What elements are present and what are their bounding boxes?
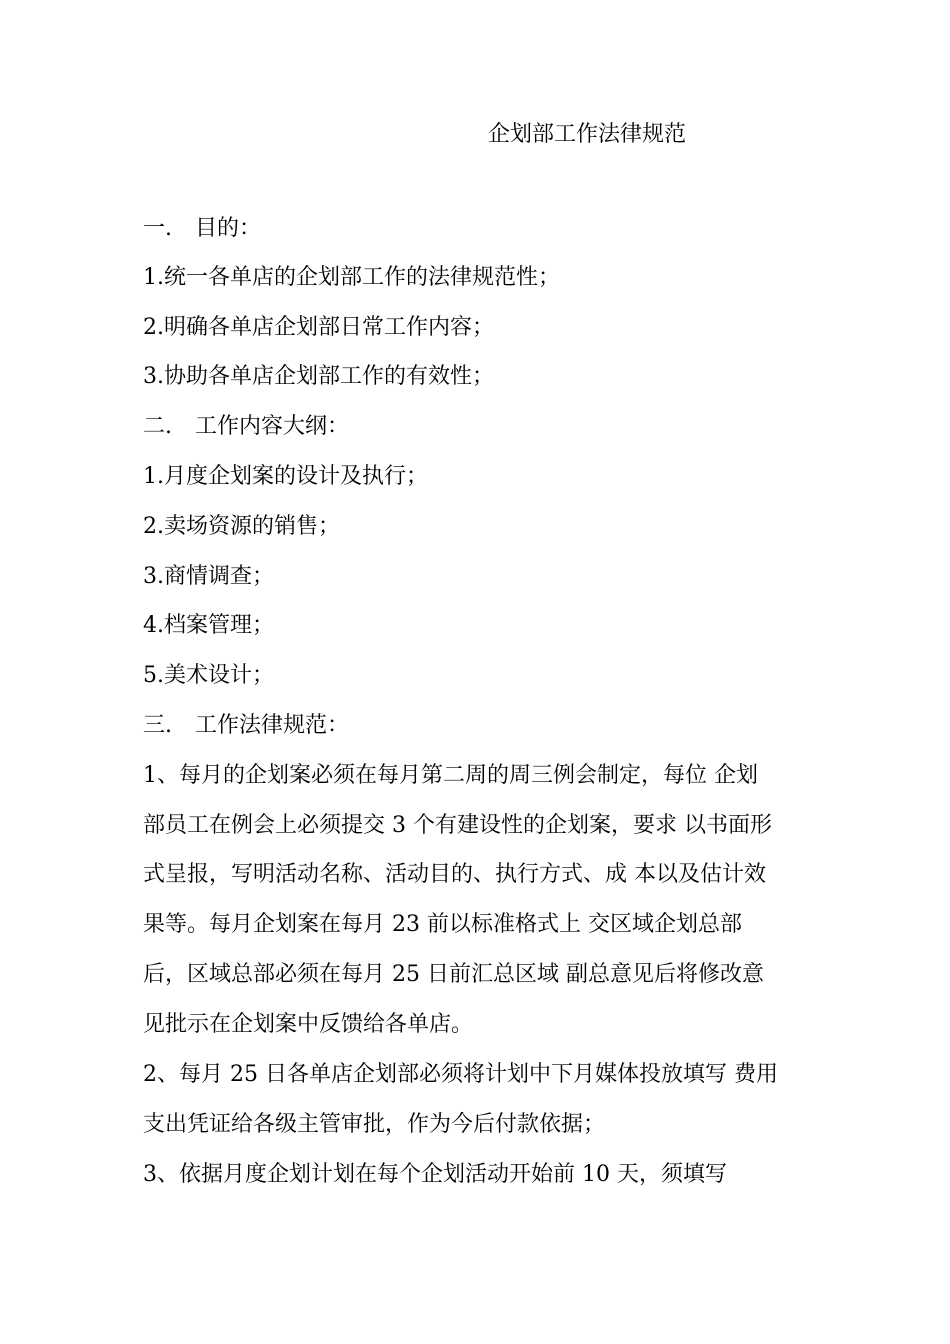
section-heading-text: 目的： bbox=[195, 216, 262, 241]
list-item: 3.协助各单店企划部工作的有效性； bbox=[143, 364, 494, 389]
list-item: 4.档案管理； bbox=[143, 613, 274, 638]
section-number: 一. bbox=[143, 216, 172, 241]
list-item: 1.月度企划案的设计及执行； bbox=[143, 464, 428, 489]
paragraph-line: 部员工在例会上必须提交 3 个有建设性的企划案，要求 以书面形 bbox=[143, 813, 772, 838]
paragraph-line: 2、每月 25 日各单店企划部必须将计划中下月媒体投放填写 费用 bbox=[143, 1062, 778, 1087]
paragraph-line: 1、每月的企划案必须在每月第二周的周三例会制定，每位 企划 bbox=[143, 763, 758, 788]
list-item: 2.卖场资源的销售； bbox=[143, 514, 340, 539]
list-item: 2.明确各单店企划部日常工作内容； bbox=[143, 315, 494, 340]
section-number: 三. bbox=[143, 713, 172, 738]
list-item: 3.商情调查； bbox=[143, 564, 274, 589]
paragraph-line: 支出凭证给各级主管审批，作为今后付款依据； bbox=[143, 1112, 606, 1137]
paragraph-line: 3、依据月度企划计划在每个企划活动开始前 10 天，须填写 bbox=[143, 1162, 727, 1187]
section-number: 二. bbox=[143, 414, 172, 439]
section-heading-purpose bbox=[143, 214, 261, 244]
paragraph-line: 式呈报，写明活动名称、活动目的、执行方式、成 本以及估计效 bbox=[143, 862, 766, 887]
paragraph-line: 见批示在企划案中反馈给各单店。 bbox=[143, 1012, 474, 1037]
paragraph-line: 果等。每月企划案在每月 23 前以标准格式上 交区域企划总部 bbox=[143, 912, 742, 937]
paragraph-line: 后，区域总部必须在每月 25 日前汇总区域 副总意见后将修改意 bbox=[143, 962, 764, 987]
list-item: 5.美术设计； bbox=[143, 663, 274, 688]
section-heading-outline bbox=[143, 412, 349, 442]
section-heading-text: 工作法律规范： bbox=[195, 713, 350, 738]
document-title: 企划部工作法律规范 bbox=[488, 122, 687, 147]
list-item: 1.统一各单店的企划部工作的法律规范性； bbox=[143, 265, 560, 290]
section-heading-rules bbox=[143, 711, 349, 741]
section-heading-text: 工作内容大纲： bbox=[195, 414, 350, 439]
